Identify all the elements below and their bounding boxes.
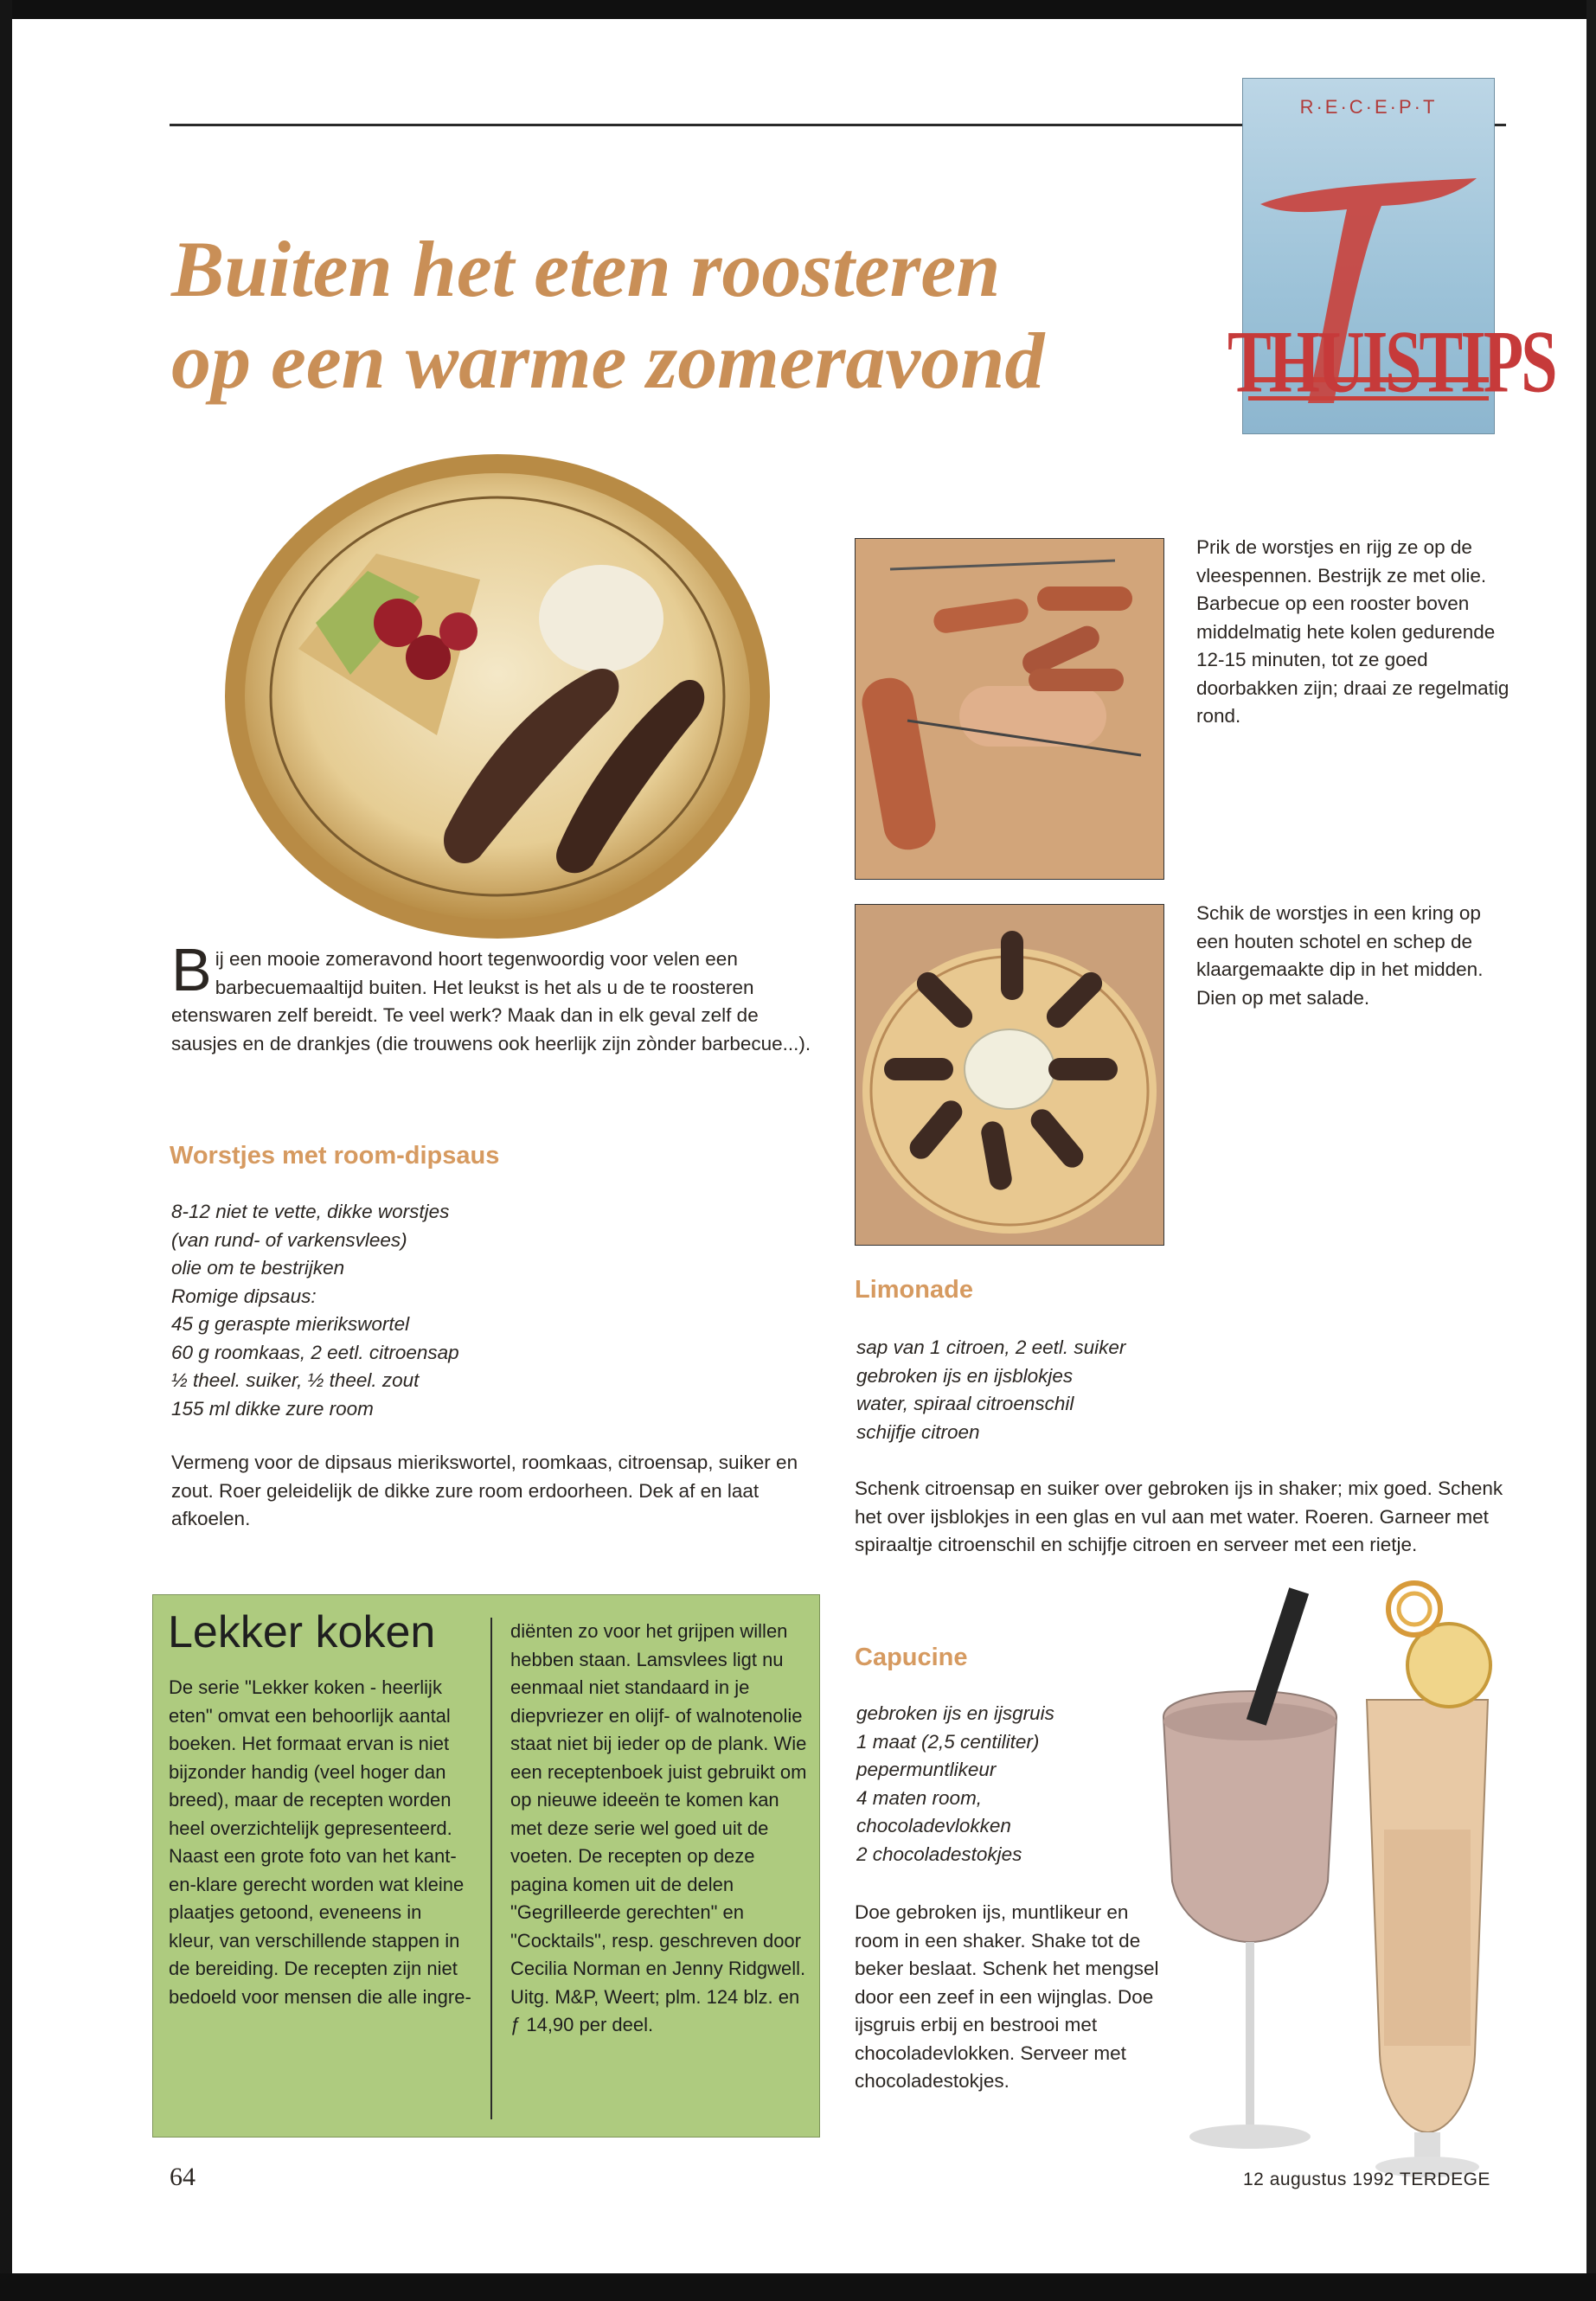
ingredient-line: (van rund- of varkensvlees)	[171, 1228, 407, 1251]
sidebar-column-1: De serie "Lekker koken - heerlijk eten" omvat een behoorlijk aantal boeken. Het formaat ervan is niet bijzonder handig (veel hoger dan breed), maar de recepten worden heel overzichtelijk gepresenteerd. Naast een grote foto van het kant-en-klare gerecht worden wat kleine plaatjes getoond, eveneens in kleur, van verschillende stappen in de bereiding. De recepten zijn niet bedoeld voor mensen die alle ingre-	[169, 1676, 471, 2008]
issue-line: 12 augustus 1992 TERDEGE	[1243, 2170, 1490, 2189]
caption-step-2: Schik de worstjes in een kring op een houten schotel en schep de klaargemaakte dip in het midden. Dien op met salade.	[1196, 902, 1484, 1009]
ingredients-capucine	[856, 1700, 1176, 1868]
scan-border-left	[0, 0, 12, 2301]
intro-paragraph	[171, 936, 811, 1058]
ingredient-line: water, spiraal citroenschil	[856, 1393, 1074, 1414]
ingredient-line: 8-12 niet te vette, dikke worstjes	[171, 1201, 450, 1222]
sidebar-column-divider	[490, 1618, 492, 2119]
ingredients-limonade	[856, 1334, 1462, 1446]
photo-cocktail-glasses	[1146, 1570, 1518, 2180]
page-number: 64	[170, 2163, 195, 2191]
ingredient-line: 155 ml dikke zure room	[171, 1397, 374, 1420]
ingredient-line: schijfje citroen	[856, 1420, 980, 1443]
ingredient-line: 1 maat (2,5 centiliter)	[856, 1730, 1040, 1753]
recipe-title-worstjes: Worstjes met room-dipsaus	[170, 1142, 500, 1170]
page-title	[171, 223, 1192, 407]
photo-sausage-plate	[221, 450, 774, 943]
scan-border-bottom	[0, 2273, 1596, 2301]
ingredient-line: pepermuntlikeur	[856, 1759, 997, 1780]
intro-text: ij een mooie zomeravond hoort tegenwoordig voor velen een barbecuemaaltijd buiten. Het leukst is het als u de te roosteren etenswaren zelf bereidt. Te veel werk? Maak dan in elk geval zelf de sausjes en de drankjes (die trouwens ook heerlijk zijn zònder barbecue...).	[171, 948, 811, 1054]
photo-sausage-ring-dip	[855, 904, 1164, 1246]
recept-badge	[1227, 78, 1555, 434]
method-limonade: Schenk citroensap en suiker over gebroken ijs in shaker; mix goed. Schenk het over ijsblokjes in een glas en vul aan met water. Roeren. Garneer met spiraaltje citroenschil en schijfje citroen en serveer met een rietje.	[855, 1477, 1503, 1555]
ingredient-line: Romige dipsaus:	[171, 1285, 317, 1307]
ingredient-line: 4 maten room,	[856, 1786, 983, 1809]
method-worstjes: Vermeng voor de dipsaus mierikswortel, roomkaas, citroensap, suiker en zout. Roer geleidelijk de dikke zure room erdoorheen. Dek af en laat afkoelen.	[171, 1452, 798, 1529]
sidebar-column-2: diënten zo voor het grijpen willen hebben staan. Lamsvlees ligt nu eenmaal niet standaard in je diepvriezer en olijf- of walnotenolie staat niet bij ieder op de plank. Wie een receptenboek juist gebruikt om op nieuwe ideeën te komen kan met deze serie wel goed uit de voeten. De recepten op deze pagina komen uit de delen "Gegrilleerde gerechten" en "Cocktails", resp. geschreven door Cecilia Norman en Jenny Ridgwell. Uitg. M&P, Weert; plm. 124 blz. en ƒ 14,90 per deel.	[510, 1620, 807, 2035]
ingredient-line: gebroken ijs en ijsblokjes	[856, 1364, 1074, 1387]
photo-skewering-sausages	[855, 538, 1164, 880]
ingredient-line: ½ theel. suiker, ½ theel. zout	[171, 1369, 420, 1391]
ingredient-line: chocoladevlokken	[856, 1815, 1011, 1836]
ingredient-line: gebroken ijs en ijsgruis	[856, 1702, 1054, 1724]
method-capucine: Doe gebroken ijs, muntlikeur en room in een shaker. Shake tot de beker beslaat. Schenk het mengsel door een zeef in een wijnglas. Doe ijsgruis erbij en bestrooi met chocoladevlokken. Serveer met chocoladestokjes.	[855, 1901, 1159, 2092]
ingredient-line: sap van 1 citroen, 2 eetl. suiker	[856, 1336, 1126, 1358]
title-line-1: Buiten het eten roosteren	[171, 225, 1001, 313]
ingredient-line: 45 g geraspte mierikswortel	[171, 1313, 410, 1335]
caption-step-1: Prik de worstjes en rijg ze op de vleespennen. Bestrijk ze met olie. Barbecue op een rooster boven middelmatig hete kolen gedurende 12-15 minuten, tot ze goed doorbakken zijn; draai ze regelmatig rond.	[1196, 536, 1509, 727]
scan-border-top	[0, 0, 1596, 19]
intro-dropcap: B	[171, 936, 212, 1003]
recipe-title-limonade: Limonade	[855, 1276, 973, 1304]
badge-label: R·E·C·E·P·T	[1299, 96, 1438, 118]
scan-border-right	[1586, 0, 1596, 2301]
title-line-2: op een warme zomeravond	[171, 317, 1045, 405]
recipe-title-capucine: Capucine	[855, 1644, 968, 1671]
sidebar-title: Lekker koken	[168, 1607, 436, 1657]
ingredients-worstjes	[171, 1198, 777, 1423]
ingredient-line: 60 g roomkaas, 2 eetl. citroensap	[171, 1341, 459, 1363]
ingredient-line: olie om te bestrijken	[171, 1257, 345, 1279]
badge-brand: THUISTIPS	[1227, 313, 1555, 412]
ingredient-line: 2 chocoladestokjes	[856, 1843, 1022, 1865]
